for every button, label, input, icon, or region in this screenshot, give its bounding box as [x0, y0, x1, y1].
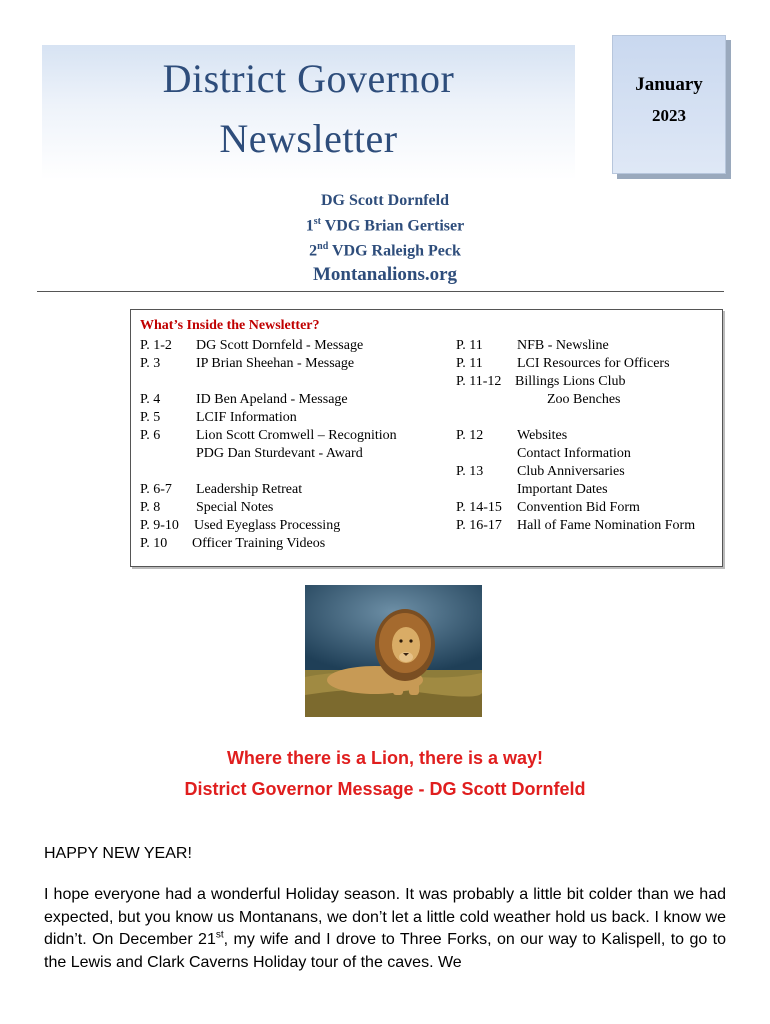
- officer-vdg2: [0, 236, 770, 261]
- toc-description: ID Ben Apeland - Message: [196, 392, 348, 407]
- toc-page-number: P. 6-7: [140, 482, 172, 497]
- toc-page-number: P. 9-10: [140, 518, 179, 533]
- toc-page-number: P. 3: [140, 356, 161, 371]
- lion-photo: [305, 585, 482, 717]
- toc-description: Websites: [517, 428, 568, 443]
- toc-description: Club Anniversaries: [517, 464, 625, 479]
- officer-vdg1-ordinal: 1: [305, 217, 314, 235]
- title-banner: [42, 45, 575, 180]
- header-divider: [37, 291, 724, 292]
- officer-vdg2-suffix: nd: [317, 241, 329, 253]
- message-body-part2: , my wife and I drove to Three Forks, on our way to Kalispell, to go to the Lewis and Clark Caverns Holiday tour of the caves. We: [44, 931, 727, 971]
- officer-dg: DG Scott Dornfeld: [321, 192, 449, 209]
- website-link[interactable]: Montanalions.org: [312, 263, 458, 285]
- message-body-part1: I hope everyone had a wonderful Holiday season. It was probably a little bit colder than we had expected, but you know us Montanans, we don’t let a little cold weather hold us back. I know we didn’t. On December 21: [44, 886, 726, 948]
- toc-page-number: P. 14-15: [456, 500, 502, 515]
- toc-page-number: P. 11: [456, 338, 483, 353]
- officer-vdg1-name: VDG Brian Gertiser: [321, 217, 465, 235]
- toc-description: Important Dates: [517, 482, 608, 497]
- officer-vdg1: [0, 211, 770, 236]
- toc-description: Lion Scott Cromwell – Recognition: [196, 428, 397, 443]
- newsletter-title-line1: District Governor: [162, 56, 455, 101]
- officer-vdg1-suffix: st: [313, 216, 321, 227]
- toc-description: PDG Dan Sturdevant - Award: [196, 446, 363, 461]
- message-title: District Governor Message - DG Scott Dornfeld: [184, 779, 586, 799]
- lion-illustration: [305, 585, 482, 717]
- toc-page-number: P. 12: [456, 428, 484, 443]
- table-of-contents: [130, 309, 723, 567]
- issue-year: 2023: [652, 106, 686, 125]
- toc-description: Used Eyeglass Processing: [194, 518, 341, 533]
- toc-page-number: P. 1-2: [140, 338, 172, 353]
- toc-description: Leadership Retreat: [196, 482, 303, 497]
- toc-page-number: P. 13: [456, 464, 484, 479]
- slogan: Where there is a Lion, there is a way!: [226, 748, 544, 768]
- toc-description: Officer Training Videos: [192, 536, 326, 551]
- toc-description: NFB - Newsline: [517, 338, 609, 353]
- toc-description: Hall of Fame Nomination Form: [517, 518, 696, 533]
- toc-page-number: P. 6: [140, 428, 161, 443]
- toc-description: IP Brian Sheehan - Message: [196, 356, 355, 371]
- toc-page-number: P. 10: [140, 536, 168, 551]
- issue-date-box: [612, 35, 726, 174]
- toc-page-number: P. 4: [140, 392, 161, 407]
- message-body-ordinal-suffix: st: [215, 929, 224, 941]
- toc-description: Contact Information: [517, 446, 631, 461]
- toc-heading: What’s Inside the Newsletter?: [140, 318, 320, 333]
- greeting: HAPPY NEW YEAR!: [44, 845, 192, 862]
- toc-page-number: P. 11-12: [456, 374, 502, 389]
- toc-description: LCIF Information: [196, 410, 297, 425]
- officer-vdg2-ordinal: 2: [309, 242, 318, 260]
- toc-description: LCI Resources for Officers: [517, 356, 670, 371]
- toc-page-number: P. 5: [140, 410, 161, 425]
- toc-description: DG Scott Dornfeld - Message: [196, 338, 364, 353]
- officer-vdg2-name: VDG Raleigh Peck: [328, 242, 461, 260]
- toc-description: Zoo Benches: [547, 392, 621, 407]
- toc-page-number: P. 11: [456, 356, 483, 371]
- officers-block: [0, 190, 770, 285]
- issue-month: January: [635, 74, 703, 95]
- toc-description: Convention Bid Form: [517, 500, 640, 515]
- newsletter-title-line2: Newsletter: [219, 116, 398, 161]
- toc-description: Special Notes: [196, 500, 274, 515]
- toc-page-number: P. 16-17: [456, 518, 502, 533]
- message-body: [44, 884, 726, 974]
- toc-page-number: P. 8: [140, 500, 161, 515]
- toc-description: Billings Lions Club: [515, 374, 626, 389]
